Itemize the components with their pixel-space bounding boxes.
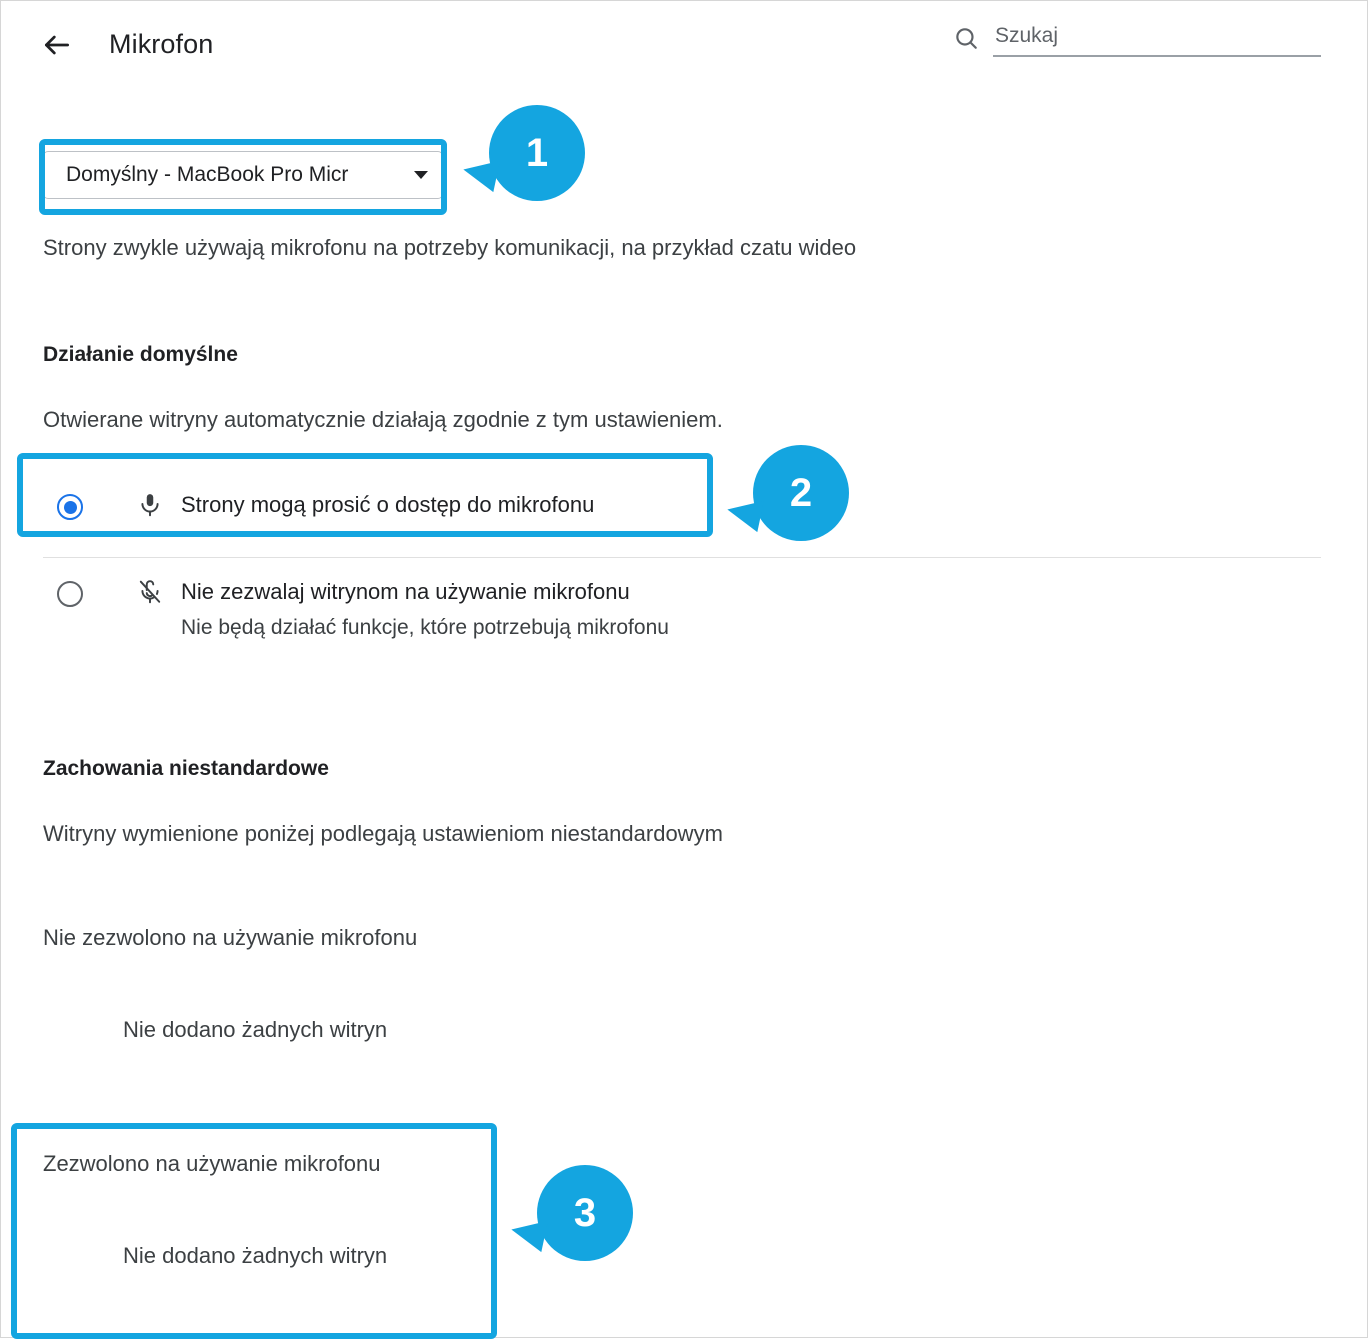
radio-allow-microphone[interactable] (43, 467, 1321, 543)
options-divider (43, 557, 1321, 558)
radio-block-label: Nie zezwalaj witrynom na używanie mikrofonu (181, 579, 630, 604)
radio-button-block[interactable] (57, 581, 83, 607)
custom-behavior-description: Witryny wymienione poniżej podlegają ustawieniom niestandardowym (43, 821, 723, 846)
device-dropdown-row (43, 151, 443, 199)
chevron-down-icon (414, 171, 428, 179)
radio-allow-texts (181, 490, 594, 520)
settings-content (1, 89, 1367, 1337)
blocked-sites-label: Nie zezwolono na używanie mikrofonu (43, 925, 418, 950)
search-input[interactable] (993, 24, 1321, 57)
default-behavior-description: Otwierane witryny automatycznie działają zgodnie z tym ustawieniem. (43, 407, 723, 432)
device-dropdown-label: Domyślny - MacBook Pro Micr (66, 163, 349, 186)
custom-behavior-heading: Zachowania niestandardowe (43, 757, 329, 780)
search-icon (951, 23, 981, 53)
search-bar (951, 23, 1321, 57)
annotation-marker-3: 3 (537, 1165, 633, 1261)
radio-block-sublabel: Nie będą działać funkcje, które potrzebują mikrofonu (181, 616, 669, 639)
radio-allow-label: Strony mogą prosić o dostęp do mikrofonu (181, 492, 595, 517)
annotation-marker-1: 1 (489, 105, 585, 201)
radio-button-allow[interactable] (57, 494, 83, 520)
annotation-marker-2: 2 (753, 445, 849, 541)
radio-block-texts (181, 577, 669, 643)
allowed-sites-label: Zezwolono na używanie mikrofonu (43, 1151, 381, 1176)
back-button[interactable] (35, 23, 79, 67)
page-header (1, 1, 1367, 89)
microphone-description: Strony zwykle używają mikrofonu na potrzeby komunikacji, na przykład czatu wideo (43, 235, 857, 260)
blocked-sites-empty: Nie dodano żadnych witryn (123, 1017, 388, 1042)
device-dropdown[interactable] (43, 151, 443, 199)
microphone-icon (133, 490, 167, 520)
radio-block-microphone[interactable] (43, 577, 1321, 673)
allowed-sites-empty: Nie dodano żadnych witryn (123, 1243, 388, 1268)
microphone-off-icon (133, 577, 167, 607)
default-behavior-heading: Działanie domyślne (43, 343, 238, 366)
page-title: Mikrofon (109, 29, 214, 59)
arrow-left-icon (41, 29, 73, 61)
